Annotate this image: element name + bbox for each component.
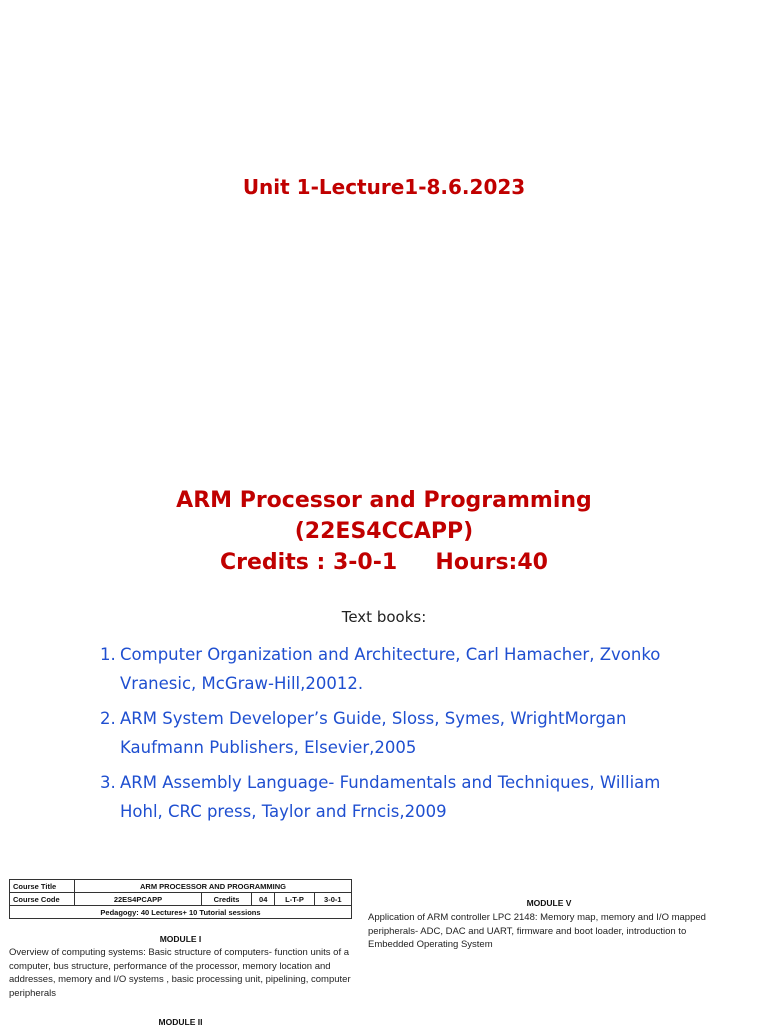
textbook-text: ARM System Developer’s Guide, Sloss, Symes, WrightMorgan Kaufmann Publishers, Elsevier,2005 xyxy=(120,709,627,757)
textbook-text: Computer Organization and Architecture, Carl Hamacher, Zvonko Vranesic, McGraw-Hill,20012. xyxy=(120,645,661,693)
textbook-list xyxy=(100,640,680,832)
module-5-title: MODULE V xyxy=(526,898,572,908)
textbook-number: 1. xyxy=(100,645,116,664)
module-1-text: Overview of computing systems: Basic structure of computers- function units of a computer, bus structure, performance of the processor, memory location and addresses, memory and I/O systems , basic processing unit, pipelining, computer peripherals xyxy=(9,947,351,999)
course-title-value: ARM PROCESSOR AND PROGRAMMING xyxy=(75,880,352,893)
unit-lecture-title: Unit 1-Lecture1-8.6.2023 xyxy=(242,175,526,199)
module-1-title: MODULE I xyxy=(159,934,202,944)
syllabus-table xyxy=(9,879,352,919)
course-code-value: 22ES4PCAPP xyxy=(75,893,202,906)
credits-label: Credits xyxy=(202,893,252,906)
module-2-title: MODULE II xyxy=(158,1017,203,1027)
table-row xyxy=(10,880,352,893)
textbook-text: ARM Assembly Language- Fundamentals and Techniques, William Hohl, CRC press, Taylor and Frncis,2009 xyxy=(120,773,661,821)
course-heading xyxy=(0,485,768,578)
textbooks-label: Text books: xyxy=(341,608,427,626)
textbook-number: 2. xyxy=(100,709,116,728)
credits-value: 04 xyxy=(252,893,275,906)
textbook-item xyxy=(100,768,680,826)
table-row xyxy=(10,893,352,906)
module-5-text: Application of ARM controller LPC 2148: Memory map, memory and I/O mapped peripherals- ADC, DAC and UART, firmware and boot loader, introduction to Embedded Operating System xyxy=(368,912,706,950)
textbook-item xyxy=(100,640,680,698)
textbook-item xyxy=(100,704,680,762)
course-name: ARM Processor and Programming xyxy=(176,488,592,513)
course-code-label: Course Code xyxy=(10,893,75,906)
course-credits-hours: Credits : 3-0-1 Hours:40 xyxy=(220,550,548,575)
course-title-label: Course Title xyxy=(10,880,75,893)
ltp-label: L-T-P xyxy=(275,893,314,906)
table-row xyxy=(10,906,352,919)
ltp-value: 3-0-1 xyxy=(314,893,351,906)
pedagogy: Pedagogy: 40 Lectures+ 10 Tutorial sessions xyxy=(10,906,352,919)
textbook-number: 3. xyxy=(100,773,116,792)
course-code: (22ES4CCAPP) xyxy=(294,519,474,544)
